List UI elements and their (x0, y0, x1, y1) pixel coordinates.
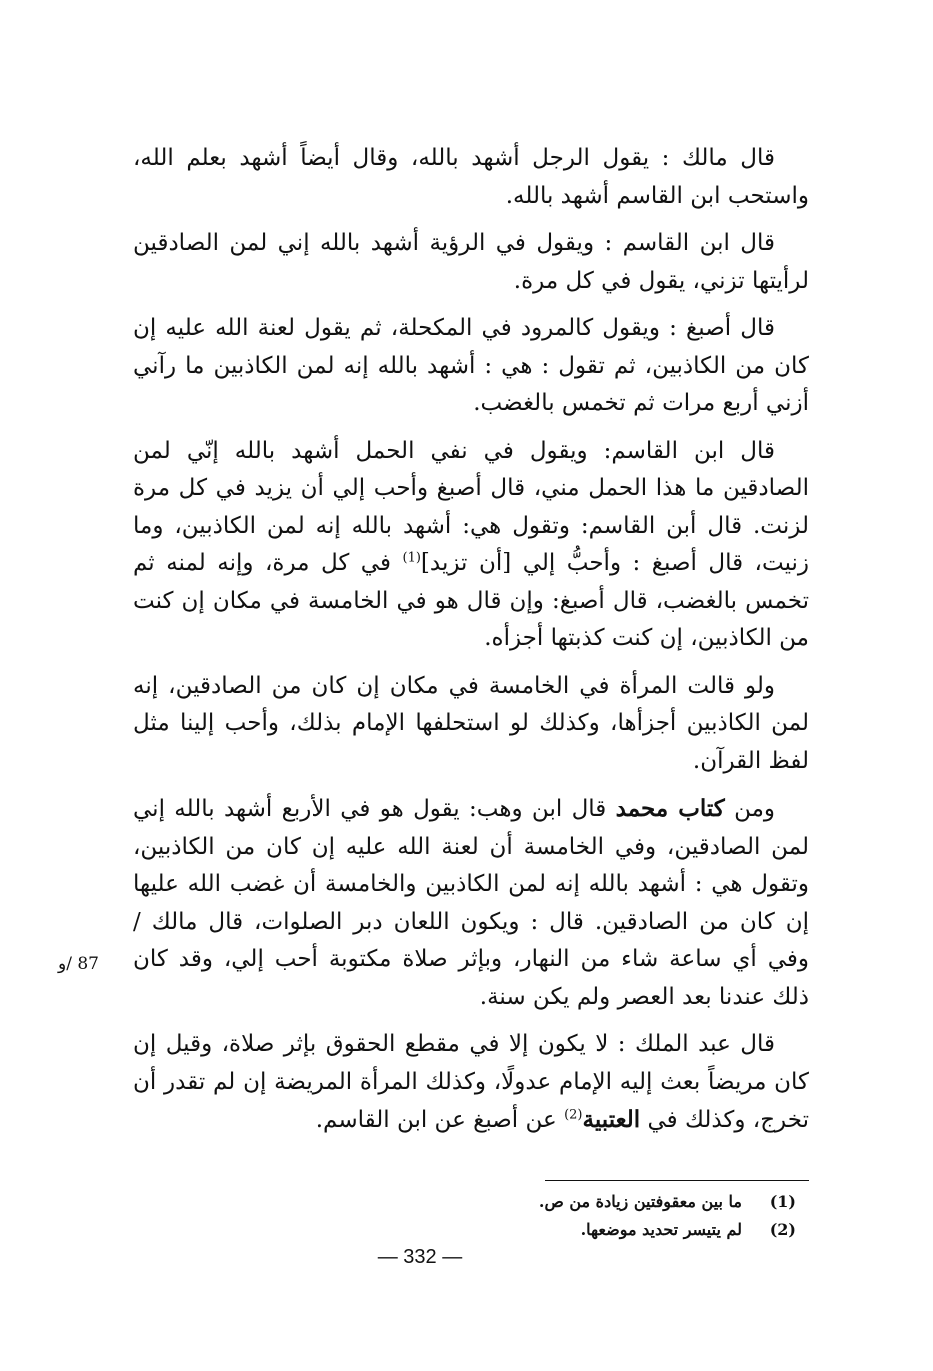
paragraph-ibn-qasim-ruya (133, 225, 809, 300)
paragraph-text: ومن (734, 796, 776, 822)
paragraph-nafy-al-haml (133, 433, 809, 658)
paragraph-text: قال ابن القاسم : ويقول في الرؤية أشهد بالله إني لمن الصادقين لرأيتها تزني، يقول في كل مرة. (133, 230, 809, 294)
main-text (133, 140, 809, 1150)
footnote-number: (1) (769, 1192, 796, 1211)
paragraph-text: ولو قالت المرأة في الخامسة في مكان إن كان من الصادقين، إنه لمن الكاذبين أجزأها، وكذلك لو استحلفها الإمام بذلك، وأحب إلينا مثل لفظ القرآن. (133, 672, 809, 774)
footnote-text: ما بين معقوفتين زيادة من ص. (538, 1192, 742, 1211)
footnote-1 (420, 1188, 796, 1216)
footnote-number: (2) (769, 1220, 796, 1239)
footnote-2 (420, 1216, 796, 1244)
paragraph-text-continued: في كل مرة، وإنه لمنه ثم تخمس بالغضب، قال أصبغ: وإن قال هو في الخامسة في مكان إن كنت من الكاذبين، إن كنت كذبتها أجزأه. (133, 550, 809, 651)
paragraph-abd-al-malik (133, 1026, 809, 1140)
footnote-text: لم يتيسر تحديد موضعها. (580, 1220, 742, 1239)
margin-folio-note: 87 /و (58, 954, 99, 974)
paragraph-text-continued: عن أصبغ عن ابن القاسم. (315, 1107, 557, 1133)
book-title-kitab-muhammad: كتاب محمد (615, 795, 725, 822)
paragraph-text: قال ابن القاسم: ويقول في نفي الحمل أشهد بالله إنّي لمن الصادقين ما هذا الحمل مني، قال أصبغ وأحب إلي أن يزيد في كل مرة لزنت. قال أبن القاسم: وتقول هي: أشهد بالله إنه لمن الكاذبين، وما زنيت، قال أصبغ : وأحبُّ إلي [أن تزيد] (133, 437, 810, 576)
footnotes (420, 1188, 796, 1244)
page-number: — 332 — (377, 1246, 463, 1268)
footnote-ref-2: (2) (564, 1107, 583, 1123)
paragraph-text: قال أصبغ : ويقول كالمرود في المكحلة، ثم يقول لعنة الله عليه إن كان من الكاذبين، ثم تقول : هي : أشهد بالله إنه لمن الكاذبين ما رآني أزني أربع مرات ثم تخمس بالغضب. (133, 315, 809, 416)
footnote-ref-1: (1) (402, 550, 421, 566)
paragraph-asbagh (133, 310, 809, 423)
paragraph-al-khamisa (133, 668, 809, 781)
paragraph-text: قال عبد الملك : لا يكون إلا في مقطع الحقوق بإثر صلاة، وقيل إن كان مريضاً بعث إليه الإمام عدولًا، وكذلك المرأة المريضة إن لم تقدر أن تخرج، وكذلك في (133, 1031, 809, 1133)
paragraph-text: قال مالك : يقول الرجل أشهد بالله، وقال أيضاً أشهد بعلم الله، واستحب ابن القاسم أشهد بالله. (133, 145, 809, 209)
footnote-separator (545, 1180, 809, 1181)
paragraph-malik (133, 140, 809, 215)
book-title-al-utbiyya: العتبية (582, 1106, 641, 1133)
paragraph-text-continued: قال ابن وهب: يقول هو في الأربع أشهد بالله إني لمن الصادقين، وفي الخامسة أن لعنة الله عليه إن كان من الكاذبين، وتقول هي : أشهد بالله إنه لمن الكاذبين والخامسة أن غضب الله عليها إن كان من الصادقين. قال : ويكون اللعان دبر الصلوات، قال مالك / وفي أي ساعة شاء من النهار، وبإثر صلاة مكتوبة أحب إلي، وقد كان ذلك عندنا بعد العصر ولم يكن سنة. (133, 796, 809, 1010)
paragraph-kitab-muhammad (133, 790, 809, 1016)
